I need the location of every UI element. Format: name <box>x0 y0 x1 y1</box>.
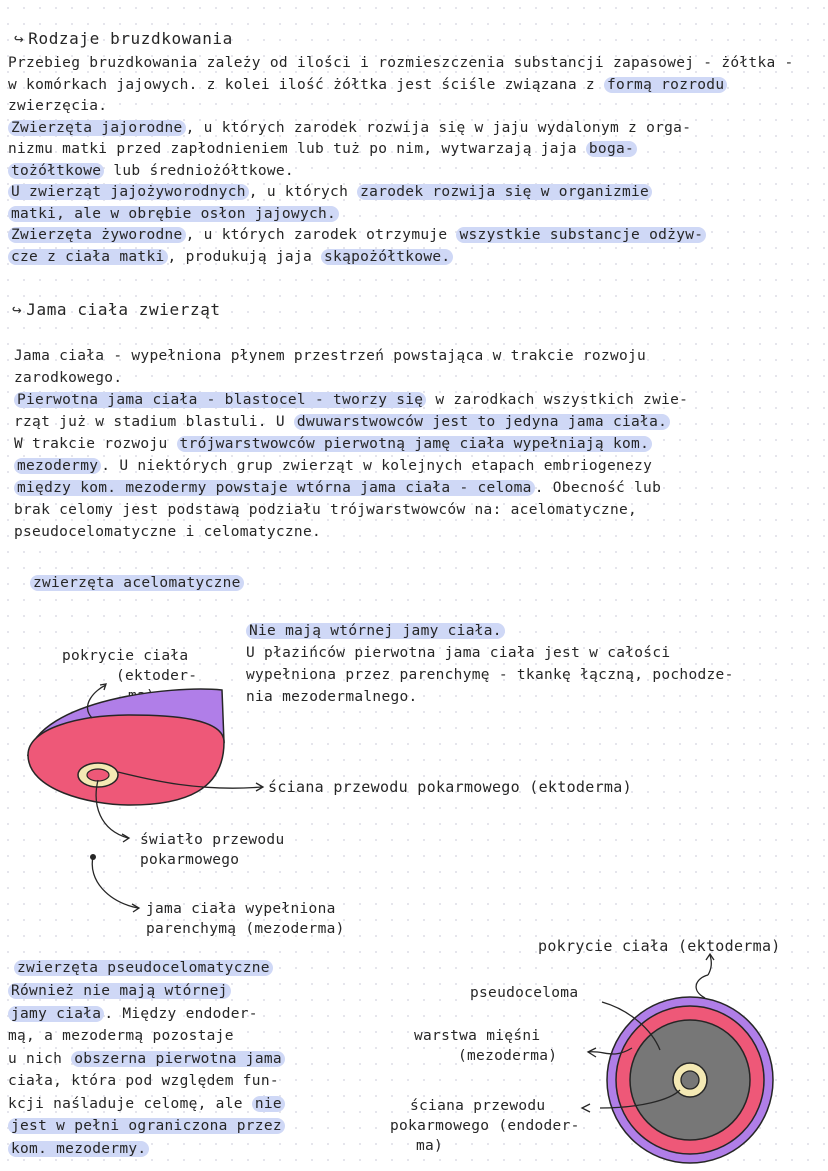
acoelomate-desc-line: Nie mają wtórnej jamy ciała. <box>246 620 505 642</box>
cleavage-line: Zwierzęta jajorodne , u których zarodek rozwija się w jaju wydalonym z orga- <box>8 117 691 139</box>
cleavage-line: matki, ale w obrębie osłon jajowych. <box>8 203 339 225</box>
cleavage-line: cze z ciała matki , produkują jaja skąpożółtkowe. <box>8 246 453 268</box>
body-cavity-line: Jama ciała - wypełniona płynem przestrzeń powstająca w trakcie rozwoju <box>14 348 647 364</box>
arrow-icon: ↪ <box>14 29 25 48</box>
label-muscle-layer: warstwa mięśni (mezoderma) <box>414 1028 558 1064</box>
body-cavity-line: mezodermy . U niektórych grup zwierząt w kolejnych etapach embriogenezy <box>14 455 652 477</box>
label-body-covering-acoel: pokrycie ciała (ektoder- <box>62 648 198 684</box>
acoelomate-diagram <box>28 684 263 912</box>
cleavage-line: zwierzęcia. <box>8 98 108 114</box>
acoelomate-desc-line: nia mezodermalnego. <box>246 689 418 705</box>
body-cavity-line: między kom. mezodermy powstaje wtórna jama ciała - celoma . Obecność lub <box>14 477 661 499</box>
acoelomate-desc-line: wypełniona przez parenchymę - tkankę łączną, pochodze- <box>246 667 734 683</box>
pseudocoelomate-text-line: u nich obszerna pierwotna jama <box>8 1048 285 1070</box>
body-cavity-line: brak celomy jest podstawą podziału trójwarstwowców na: acelomatyczne, <box>14 502 638 518</box>
pseudocoelomate-text-line: kom. mezodermy. <box>8 1138 149 1160</box>
pseudocoelomate-text-line: mą, a mezodermą pozostaje <box>8 1028 234 1044</box>
body-cavity-line: W trakcie rozwoju trójwarstwowców pierwotną jamę ciała wypełniają kom. <box>14 433 652 455</box>
body-cavity-line: zarodkowego. <box>14 370 123 386</box>
arrow-icon: ↪ <box>12 300 23 319</box>
pseudocoelomate-text-line: jest w pełni ograniczona przez <box>8 1115 285 1137</box>
gut-lumen-acoel <box>87 769 109 781</box>
cleavage-line: U zwierząt jajożyworodnych , u których zarodek rozwija się w organizmie <box>8 181 652 203</box>
body-cavity-line: Pierwotna jama ciała - blastocel - tworzy się w zarodkach wszystkich zwie- <box>14 389 688 411</box>
body-cavity-line: rząt już w stadium blastuli. U dwuwarstwowców jest to jedyna jama ciała. <box>14 411 670 433</box>
label-body-cavity-parenchyma: jama ciała wypełniona parenchymą (mezoderma) <box>146 901 345 937</box>
pseudocoelomate-text-line: kcji naśladuje celomę, ale nie <box>8 1093 285 1115</box>
cleavage-line: Przebieg bruzdkowania zależy od ilości i rozmieszczenia substancji zapasowej - żółtka - <box>8 55 794 71</box>
pseudocoelomate-text-line: ciała, która pod względem fun- <box>8 1073 279 1089</box>
label-gut-wall-ectoderm: ściana przewodu pokarmowego (ektoderma) <box>268 778 632 796</box>
pseudocoelomate-text-line: jamy ciała . Między endoder- <box>8 1003 258 1025</box>
cleavage-line: w komórkach jajowych. z kolei ilość żółtka jest ściśle związana z formą rozrodu <box>8 74 727 96</box>
pseudocoelomate-title: zwierzęta pseudocelomatyczne <box>14 957 273 979</box>
cleavage-line: Zwierzęta żyworodne , u których zarodek otrzymuje wszystkie substancje odżyw- <box>8 224 706 246</box>
label-pseudocoel: pseudocelomа <box>470 985 579 1001</box>
body-cavity-line: pseudocelomatyczne i celomatyczne. <box>14 524 322 540</box>
label-body-covering-pseudo: pokrycie ciała (ektoderma) <box>538 937 781 955</box>
section-heading-body-cavity: ↪ Jama ciała zwierząt <box>12 300 221 319</box>
pseudocoelomate-text-line: Również nie mają wtórnej <box>8 980 231 1002</box>
parenchyma-mesoderm <box>28 715 224 805</box>
cleavage-line: nizmu matki przed zapłodnieniem lub tuż po nim, wytwarzają jaja boga- <box>8 138 637 160</box>
label-gut-wall-endoderm: ściana przewodu pokarmowego (endoder- ma) <box>390 1098 580 1154</box>
label-gut-lumen: światło przewodu pokarmowego <box>140 832 285 868</box>
gut-lumen-pseudo <box>681 1071 699 1089</box>
section-heading-cleavage: ↪ Rodzaje bruzdkowania <box>14 29 233 48</box>
acoelomate-title: zwierzęta acelomatyczne <box>30 572 244 594</box>
cleavage-line: tożółtkowe lub średniożółtkowe. <box>8 160 294 182</box>
acoelomate-desc-line: U płazińców pierwotna jama ciała jest w całości <box>246 645 671 661</box>
pseudocoelomate-diagram <box>582 954 773 1163</box>
